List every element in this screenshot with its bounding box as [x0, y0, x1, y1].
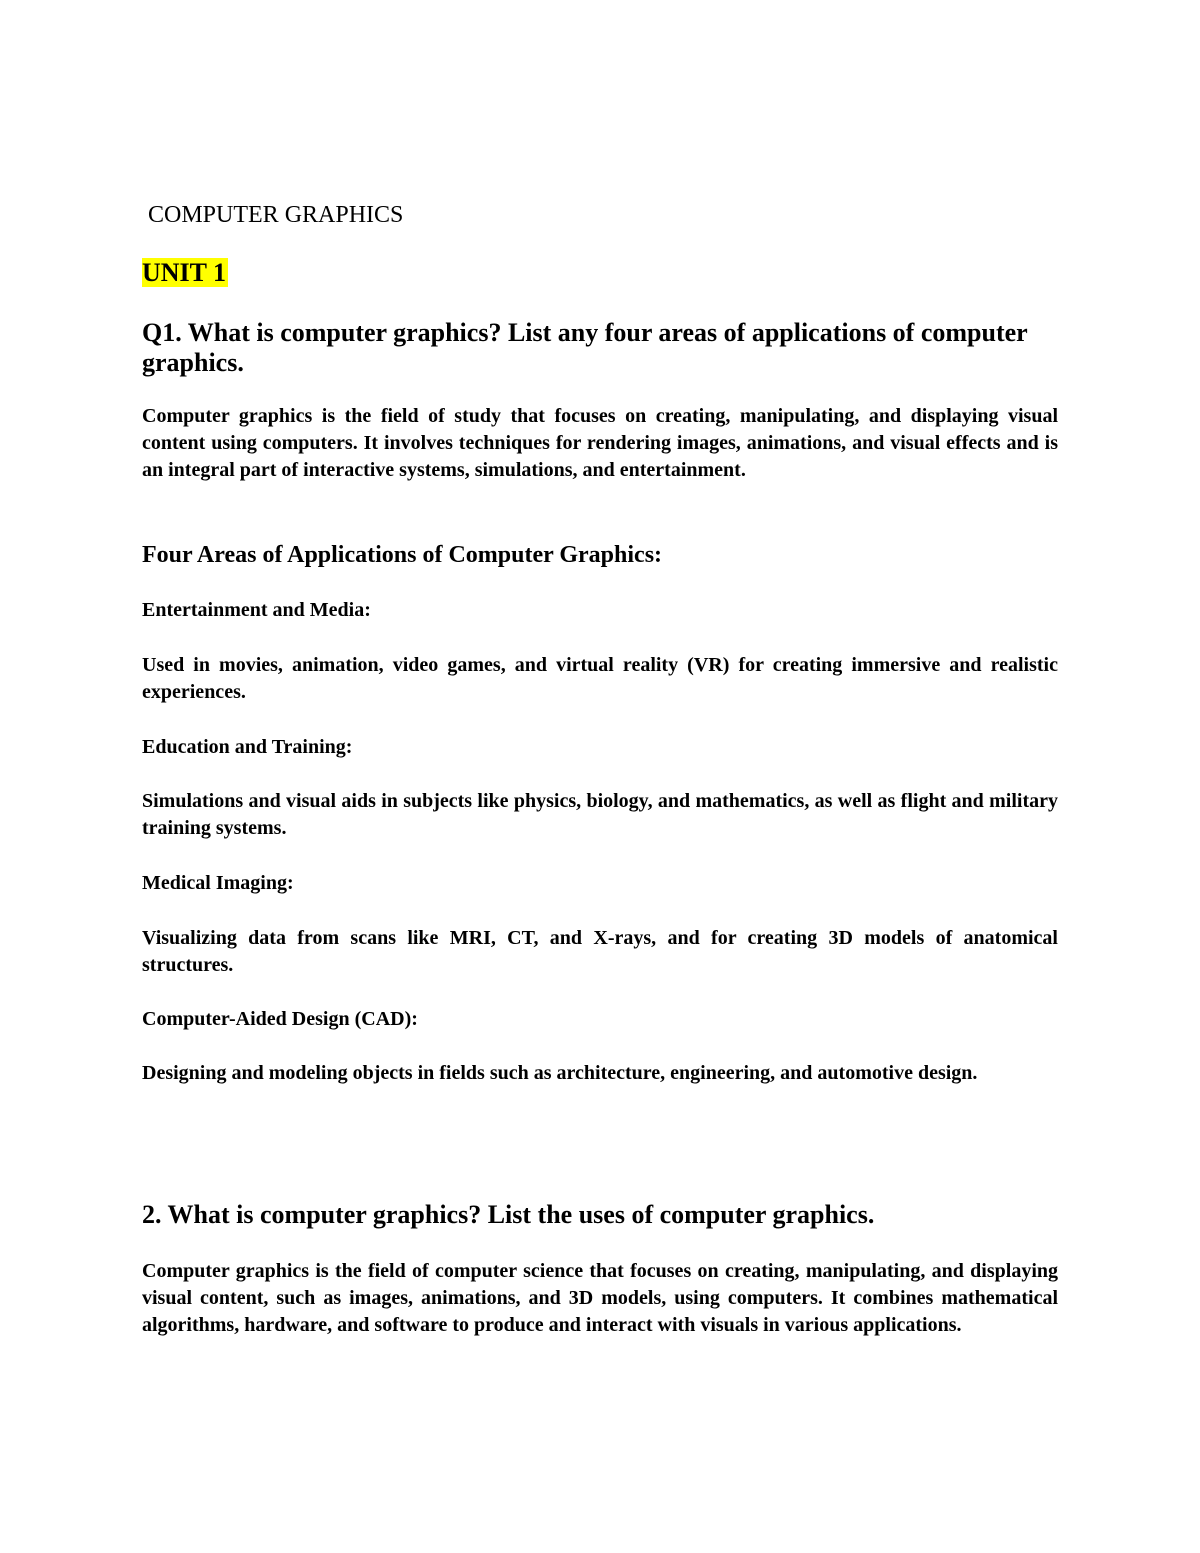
answer-1: Computer graphics is the field of study that focuses on creating, manipulating, and displaying visual content using computers. It involves techniques for rendering images, animations, and visual effects and is an integral part of interactive systems, simulations, and entertainment. [142, 405, 1058, 481]
application-desc-entertainment: Used in movies, animation, video games, and virtual reality (VR) for creating immersive and realistic experiences. [142, 654, 1058, 703]
application-desc-education: Simulations and visual aids in subjects like physics, biology, and mathematics, as well as flight and military training systems. [142, 790, 1058, 839]
unit-label [142, 257, 1058, 289]
applications-heading: Four Areas of Applications of Computer Graphics: [142, 542, 663, 568]
answer-2: Computer graphics is the field of computer science that focuses on creating, manipulating, and displaying visual content, such as images, animations, and 3D models, using computers. It combines mathematical algorithms, hardware, and software to produce and interact with visuals in various applications. [142, 1260, 1058, 1336]
application-title-cad: Computer-Aided Design (CAD): [142, 1008, 418, 1030]
question-2: 2. What is computer graphics? List the uses of computer graphics. [142, 1200, 875, 1229]
application-desc-medical: Visualizing data from scans like MRI, CT, and X-rays, and for creating 3D models of anatomical structures. [142, 927, 1058, 976]
application-title-medical: Medical Imaging: [142, 872, 294, 894]
application-title-entertainment: Entertainment and Media: [142, 599, 371, 621]
document-title: COMPUTER GRAPHICS [148, 202, 404, 228]
unit-highlight: UNIT 1 [142, 258, 227, 287]
application-title-education: Education and Training: [142, 736, 353, 758]
application-desc-cad: Designing and modeling objects in fields such as architecture, engineering, and automotive design. [142, 1062, 978, 1084]
question-1: Q1. What is computer graphics? List any four areas of applications of computer graphics. [142, 318, 1028, 377]
